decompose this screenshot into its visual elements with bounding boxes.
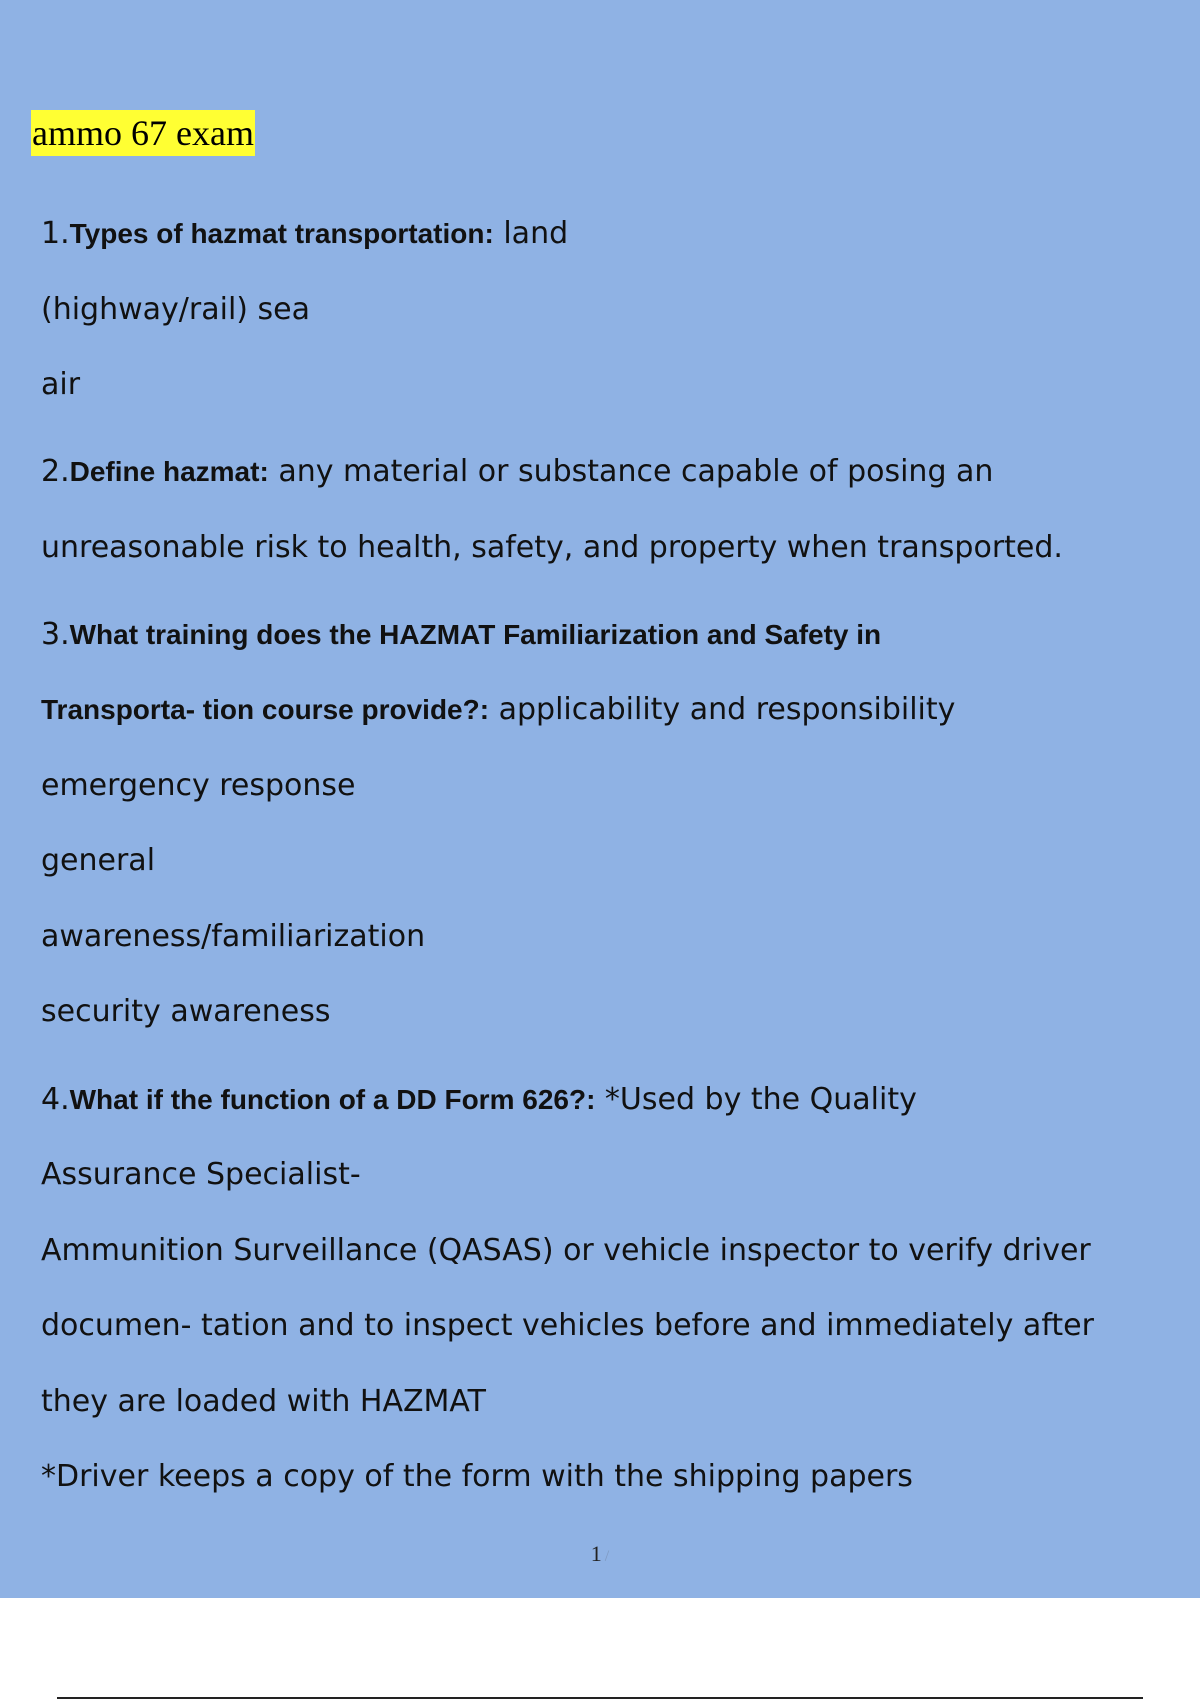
item-4-answer-line: Assurance Specialist- — [41, 1157, 361, 1192]
item-1-question: Types of hazmat transportation: — [69, 218, 494, 249]
item-2-answer-line: unreasonable risk to health, safety, and property when transported. — [41, 530, 1063, 565]
item-4-question: What if the function of a DD Form 626?: — [69, 1084, 596, 1115]
page-number-value: 1 — [590, 1541, 602, 1566]
item-1-answer: land — [493, 216, 569, 251]
page-number — [0, 1541, 1200, 1570]
item-1-heading — [41, 214, 568, 254]
item-3-answer-line: awareness/familiarization — [41, 919, 426, 954]
item-2-number: 2. — [41, 454, 70, 489]
item-3-answer-line: security awareness — [41, 994, 331, 1029]
document-title: ammo 67 exam — [31, 110, 255, 156]
next-page-divider — [57, 1697, 1143, 1699]
item-4-number: 4. — [41, 1082, 70, 1117]
item-3-answer-line: emergency response — [41, 768, 356, 803]
item-4-answer: *Used by the Quality — [595, 1082, 917, 1117]
item-3-question: What training does the HAZMAT Familiarization and Safety in — [69, 619, 882, 650]
item-1-answer-line: air — [41, 367, 81, 402]
item-1-number: 1. — [41, 216, 70, 251]
item-2-answer: any material or substance capable of posing an — [268, 454, 994, 489]
item-3-answer: applicability and responsibility — [489, 692, 956, 727]
item-2-heading — [41, 452, 993, 492]
item-3-heading-continued — [41, 690, 955, 730]
item-4-answer-line: documen- tation and to inspect vehicles before and immediately after — [41, 1308, 1094, 1343]
item-2-question: Define hazmat: — [69, 456, 269, 487]
item-4-answer-line: Ammunition Surveillance (QASAS) or vehicle inspector to verify driver — [41, 1233, 1091, 1268]
item-4-answer-line: they are loaded with HAZMAT — [41, 1384, 486, 1419]
item-1-answer-line: (highway/rail) sea — [41, 292, 310, 327]
page-number-suffix: / — [604, 1548, 610, 1565]
item-3-number: 3. — [41, 617, 70, 652]
item-4-answer-line: *Driver keeps a copy of the form with the shipping papers — [41, 1459, 913, 1494]
item-3-heading — [41, 615, 881, 655]
item-3-question-line2: Transporta- tion course provide?: — [41, 694, 490, 725]
item-4-heading — [41, 1080, 917, 1120]
item-3-answer-line: general — [41, 843, 156, 878]
